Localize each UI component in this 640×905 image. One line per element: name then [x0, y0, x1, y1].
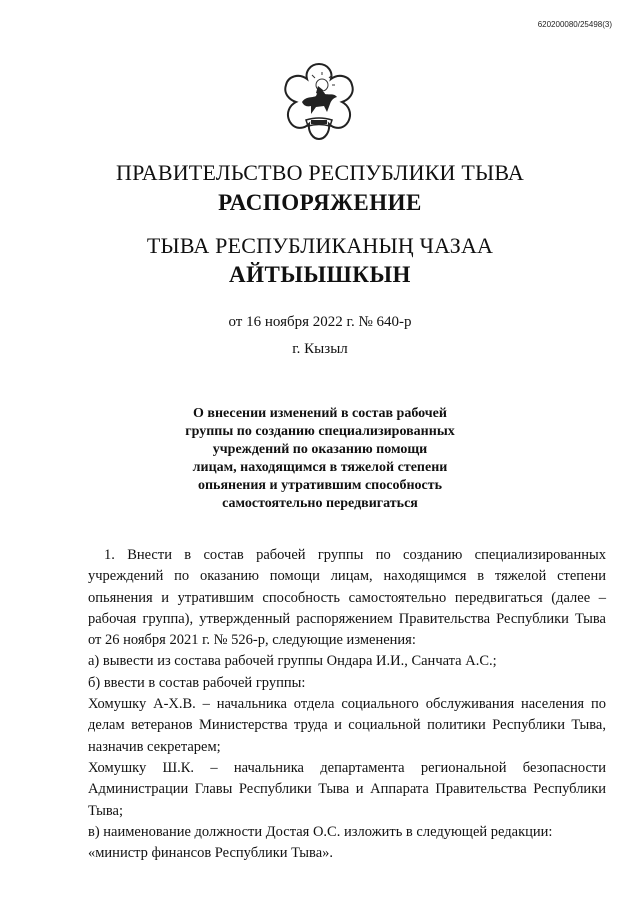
document-code: 620200080/25498(3) — [537, 20, 612, 29]
subject-line: учреждений по оказанию помощи — [212, 442, 428, 457]
paragraph-subitem-b: б) ввести в состав рабочей группы: — [88, 674, 306, 691]
tuva-republic-emblem-icon — [278, 60, 360, 142]
paragraph-member-1: Хомушку А-Х.В. – начальника отдела социального обслуживания населения по делам ветеранов Министерства труда и социальной политики Республики Тыва, назначив секретарем; — [88, 696, 606, 755]
order-body — [88, 545, 606, 864]
government-title-ru: ПРАВИТЕЛЬСТВО РЕСПУБЛИКИ ТЫВА — [116, 160, 524, 185]
order-date-number: от 16 ноября 2022 г. № 640-р — [228, 314, 412, 330]
subject-line: самостоятельно передвигаться — [222, 496, 418, 511]
order-subject — [170, 405, 470, 513]
paragraph-member-2: Хомушку Ш.К. – начальника департамента региональной безопасности Администрации Главы Республики Тыва и Аппарата Правительства Республики Тыва; — [88, 759, 606, 819]
order-type-ru: РАСПОРЯЖЕНИЕ — [218, 190, 422, 215]
paragraph-subitem-c: в) наименование должности Достая О.С. изложить в следующей редакции: — [88, 823, 553, 840]
subject-line: опьянения и утратившим способность — [197, 478, 443, 493]
subject-line: лицам, находящимся в тяжелой степени — [192, 460, 448, 475]
government-title-tyv: ТЫВА РЕСПУБЛИКАНЫҢ ЧАЗАА — [146, 233, 494, 258]
order-city: г. Кызыл — [292, 341, 348, 357]
order-type-tyv: АЙТЫЫШКЫН — [229, 262, 411, 287]
subject-line: группы по созданию специализированных — [185, 424, 455, 439]
paragraph-subitem-a: а) вывести из состава рабочей группы Ондара И.И., Санчата А.С.; — [88, 653, 497, 670]
subject-line: О внесении изменений в состав рабочей — [193, 406, 447, 421]
paragraph-item-1: 1. Внести в состав рабочей группы по созданию специализированных учреждений по оказанию помощи лицам, находящимся в тяжелой степени опьянения и утратившим способность самостоятельно передвигаться (далее – рабочая группа), утвержденный распоряжением Правительства Республики Тыва от 26 ноября 2021 г. № 526-р, следующие изменения: — [88, 547, 606, 649]
paragraph-new-title: «министр финансов Республики Тыва». — [88, 845, 334, 862]
